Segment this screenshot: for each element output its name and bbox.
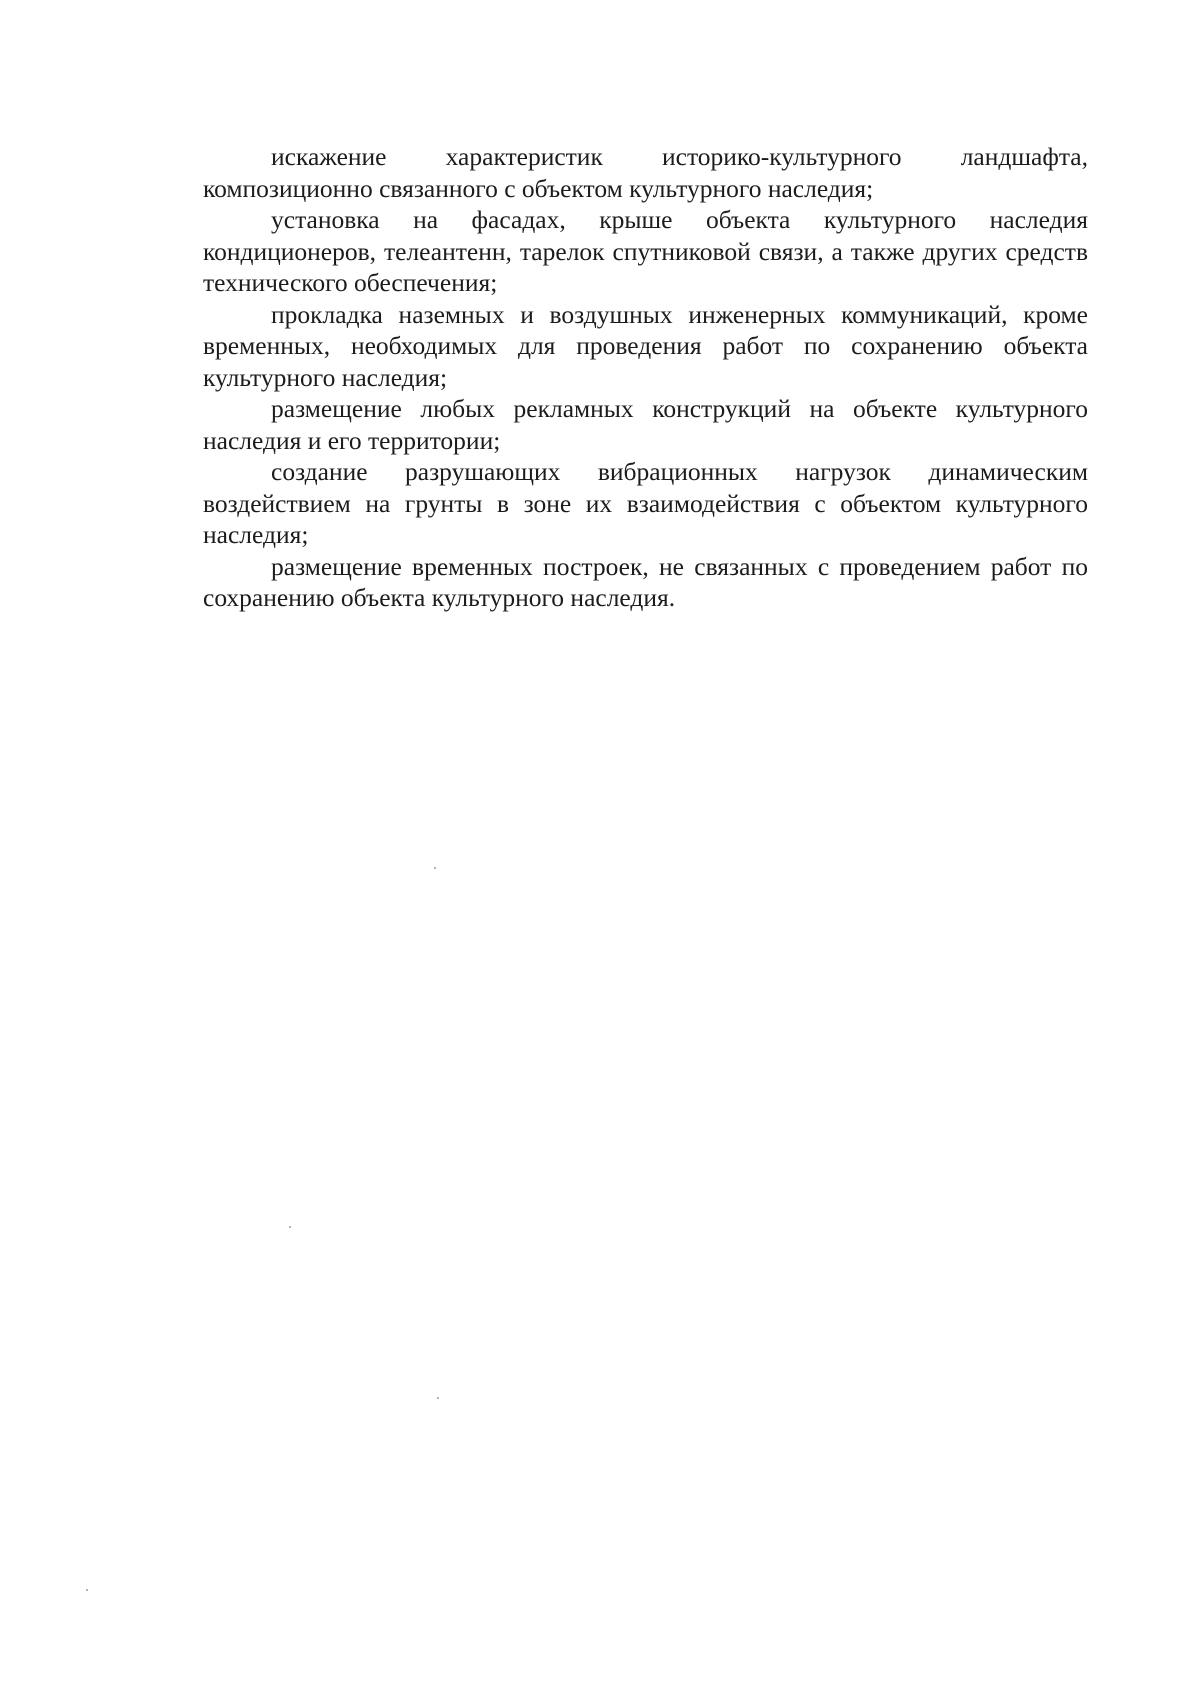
scan-speck: [289, 1226, 291, 1228]
paragraph-vibration-loads: создание разрушающих вибрационных нагрузок динамическим воздействием на грунты в зоне их взаимодействия с объектом культурного наследия;: [203, 457, 1088, 549]
paragraph-temporary-buildings: размещение временных построек, не связанных с проведением работ по сохранению объекта культурного наследия.: [203, 551, 1088, 612]
scan-speck: [437, 1397, 439, 1399]
paragraph-engineering-communications: прокладка наземных и воздушных инженерных коммуникаций, кроме временных, необходимых для проведения работ по сохранению объекта культурного наследия;: [203, 299, 1088, 392]
paragraph-landscape-distortion: искажение характеристик историко-культурного ландшафта, композиционно связанного с объектом культурного наследия;: [203, 142, 1088, 203]
paragraph-facade-equipment: установка на фасадах, крыше объекта культурного наследия кондиционеров, телеантенн, тарелок спутниковой связи, а также других средств технического обеспечения;: [203, 205, 1088, 297]
scan-speck: [434, 867, 436, 869]
scan-speck: [86, 1589, 88, 1591]
document-body: [203, 141, 1088, 614]
paragraph-advertising-structures: размещение любых рекламных конструкций на объекте культурного наследия и его территории;: [203, 394, 1088, 455]
